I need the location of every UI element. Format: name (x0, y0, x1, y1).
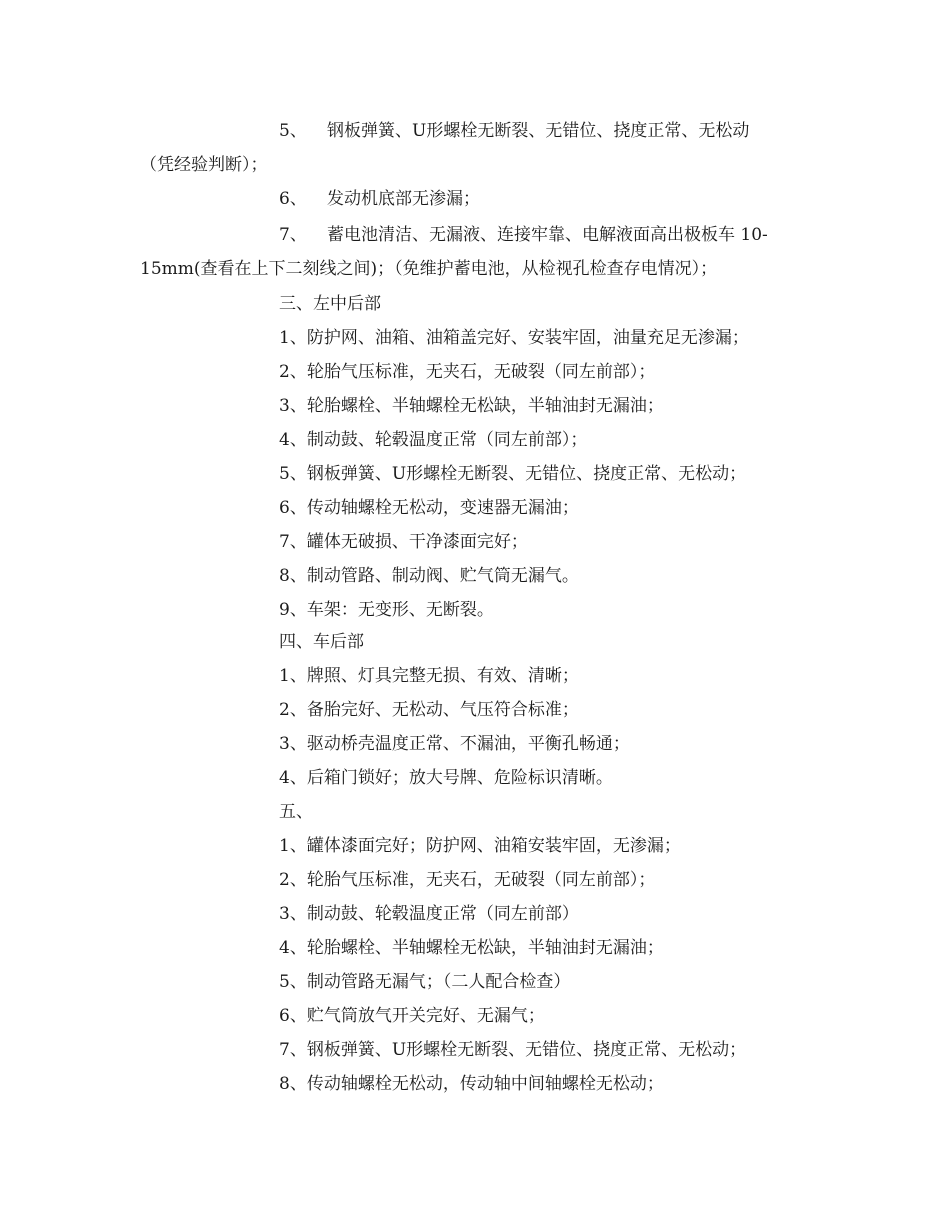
list-item (279, 902, 579, 926)
line-text: 1、防护网、油箱、油箱盖完好、安装牢固，油量充足无渗漏； (279, 328, 749, 348)
line-text: 2、备胎完好、无松动、气压符合标准； (279, 700, 579, 720)
line-text: 五、 (279, 802, 313, 822)
list-item (279, 834, 681, 858)
section-heading (279, 800, 313, 824)
item-number: 5、 (279, 121, 307, 141)
line-text: 8、传动轴螺栓无松动，传动轴中间轴螺栓无松动； (279, 1074, 664, 1094)
line-text: 5、钢板弹簧、U形螺栓无断裂、无错位、挠度正常、无松动； (279, 464, 747, 484)
line-text: 6、贮气筒放气开关完好、无漏气； (279, 1006, 545, 1026)
paragraph-line (279, 187, 480, 211)
list-item (279, 428, 587, 452)
section-heading (279, 292, 381, 316)
list-item (279, 698, 579, 722)
list-item (279, 868, 655, 892)
line-text: 8、制动管路、制动阀、贮气筒无漏气。 (279, 566, 579, 586)
list-item (279, 326, 749, 350)
line-text: 2、轮胎气压标准，无夹石，无破裂（同左前部）； (279, 362, 656, 382)
list-item (279, 564, 579, 588)
paragraph-line (279, 119, 749, 143)
line-text: 7、罐体无破损、干净漆面完好； (279, 532, 528, 552)
line-text: 四、车后部 (279, 632, 364, 652)
line-text: 三、左中后部 (279, 294, 381, 314)
line-text: 15mm(查看在上下二刻线之间)；（免维护蓄电池，从检视孔检查存电情况）； (140, 259, 718, 279)
paragraph-line (140, 153, 268, 177)
line-text: 4、轮胎螺栓、半轴螺栓无松缺，半轴油封无漏油； (279, 938, 664, 958)
list-item (279, 530, 528, 554)
list-item (279, 664, 579, 688)
line-text: 蓄电池清洁、无漏液、连接牢靠、电解液面高出极板车 10- (327, 225, 768, 245)
line-text: 3、驱动桥壳温度正常、不漏油，平衡孔畅通； (279, 734, 630, 754)
line-text: 1、罐体漆面完好；防护网、油箱安装牢固，无渗漏； (279, 836, 681, 856)
line-text: 3、轮胎螺栓、半轴螺栓无松缺，半轴油封无漏油； (279, 396, 664, 416)
list-item (279, 1038, 746, 1062)
list-item (279, 766, 613, 790)
line-text: 发动机底部无渗漏； (327, 189, 480, 209)
list-item (279, 598, 494, 622)
line-text: 7、钢板弹簧、U形螺栓无断裂、无错位、挠度正常、无松动； (279, 1040, 747, 1060)
item-number: 7、 (279, 225, 307, 245)
paragraph-line (279, 223, 768, 247)
line-text: （凭经验判断）； (140, 155, 268, 175)
line-text: 钢板弹簧、U形螺栓无断裂、无错位、挠度正常、无松动 (327, 121, 750, 141)
line-text: 3、制动鼓、轮毂温度正常（同左前部） (279, 904, 579, 924)
line-text: 2、轮胎气压标准，无夹石，无破裂（同左前部）； (279, 870, 656, 890)
line-text: 6、传动轴螺栓无松动，变速器无漏油； (279, 498, 579, 518)
list-item (279, 394, 664, 418)
item-number: 6、 (279, 189, 307, 209)
line-text: 1、牌照、灯具完整无损、有效、清晰； (279, 666, 579, 686)
line-text: 5、制动管路无漏气；（二人配合检查） (279, 972, 571, 992)
list-item (279, 1004, 545, 1028)
line-text: 4、制动鼓、轮毂温度正常（同左前部）； (279, 430, 588, 450)
list-item (279, 732, 630, 756)
list-item (279, 1072, 664, 1096)
list-item (279, 360, 655, 384)
paragraph-line (140, 257, 717, 281)
section-heading (279, 630, 364, 654)
list-item (279, 462, 746, 486)
list-item (279, 936, 664, 960)
list-item (279, 496, 579, 520)
line-text: 4、后箱门锁好；放大号牌、危险标识清晰。 (279, 768, 613, 788)
line-text: 9、车架：无变形、无断裂。 (279, 600, 494, 620)
list-item (279, 970, 570, 994)
